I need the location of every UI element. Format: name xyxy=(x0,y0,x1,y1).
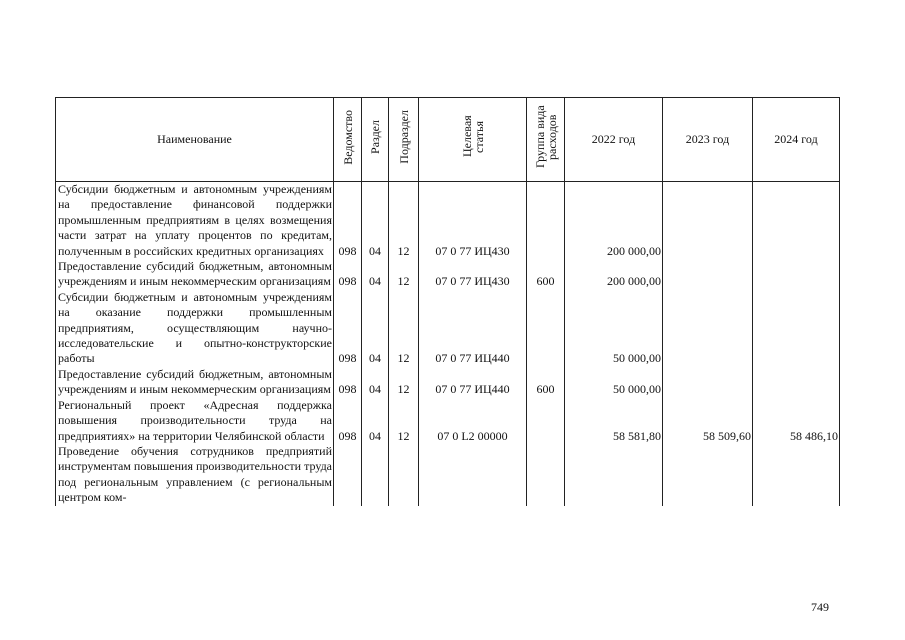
header-subsection: Подраздел xyxy=(389,98,419,182)
row-expense-group: 600 xyxy=(527,367,565,398)
row-section: 04 xyxy=(362,367,389,398)
row-section: 04 xyxy=(362,398,389,444)
row-name: Субсидии бюджетным и автономным учреждениям на предоставление финансовой поддержки промышленным предприятиям в целях возмещения части затрат на уплату процентов по кредитам, полученным в российских кредитных организациях xyxy=(56,182,334,260)
row-department xyxy=(334,444,362,506)
header-target-article: Целевая статья xyxy=(419,98,527,182)
row-year-2022: 50 000,00 xyxy=(565,290,663,367)
row-name: Предоставление субсидий бюджетным, автономным учреждениям и иным некоммерческим организациям xyxy=(56,367,334,398)
row-target-article: 07 0 L2 00000 xyxy=(419,398,527,444)
row-name: Субсидии бюджетным и автономным учреждениям на оказание поддержки промышленным предприятиям, осуществляющим научно-исследовательские и опытно-конструкторские работы xyxy=(56,290,334,367)
row-section: 04 xyxy=(362,290,389,367)
row-subsection: 12 xyxy=(389,290,419,367)
header-department: Ведомство xyxy=(334,98,362,182)
row-year-2024 xyxy=(753,367,840,398)
row-year-2022: 200 000,00 xyxy=(565,259,663,290)
row-year-2024 xyxy=(753,444,840,506)
row-name: Региональный проект «Адресная поддержка повышения производительности труда на предприятиях» на территории Челябинской области xyxy=(56,398,334,444)
row-year-2022: 58 581,80 xyxy=(565,398,663,444)
row-year-2023 xyxy=(663,259,753,290)
table-row xyxy=(56,398,840,444)
row-target-article xyxy=(419,444,527,506)
row-year-2022: 200 000,00 xyxy=(565,182,663,260)
row-subsection: 12 xyxy=(389,367,419,398)
row-expense-group xyxy=(527,182,565,260)
header-year-2024: 2024 год xyxy=(753,98,840,182)
table-row xyxy=(56,367,840,398)
row-year-2024 xyxy=(753,259,840,290)
row-department: 098 xyxy=(334,182,362,260)
row-expense-group xyxy=(527,290,565,367)
budget-table xyxy=(55,97,840,506)
row-target-article: 07 0 77 ИЦ430 xyxy=(419,182,527,260)
row-year-2023 xyxy=(663,444,753,506)
row-target-article: 07 0 77 ИЦ440 xyxy=(419,367,527,398)
row-section: 04 xyxy=(362,259,389,290)
row-target-article: 07 0 77 ИЦ430 xyxy=(419,259,527,290)
row-year-2022: 50 000,00 xyxy=(565,367,663,398)
row-department: 098 xyxy=(334,367,362,398)
row-section: 04 xyxy=(362,182,389,260)
header-year-2023: 2023 год xyxy=(663,98,753,182)
row-year-2023: 58 509,60 xyxy=(663,398,753,444)
header-expense-group: Группа вида расходов xyxy=(527,98,565,182)
header-row xyxy=(56,98,840,182)
row-section xyxy=(362,444,389,506)
header-year-2022: 2022 год xyxy=(565,98,663,182)
table-row xyxy=(56,182,840,260)
row-year-2023 xyxy=(663,290,753,367)
row-subsection: 12 xyxy=(389,398,419,444)
row-name: Проведение обучения сотрудников предприятий инструментам повышения производительности труда под региональным управлением (с региональным центром ком- xyxy=(56,444,334,506)
row-target-article: 07 0 77 ИЦ440 xyxy=(419,290,527,367)
row-year-2024 xyxy=(753,182,840,260)
row-department: 098 xyxy=(334,259,362,290)
row-year-2024 xyxy=(753,290,840,367)
row-year-2023 xyxy=(663,182,753,260)
row-department: 098 xyxy=(334,398,362,444)
row-year-2022 xyxy=(565,444,663,506)
header-name: Наименование xyxy=(56,98,334,182)
table-row xyxy=(56,259,840,290)
row-subsection: 12 xyxy=(389,259,419,290)
row-department: 098 xyxy=(334,290,362,367)
row-subsection: 12 xyxy=(389,182,419,260)
page-number: 749 xyxy=(811,600,829,614)
row-year-2024: 58 486,10 xyxy=(753,398,840,444)
table-row xyxy=(56,444,840,506)
row-subsection xyxy=(389,444,419,506)
row-year-2023 xyxy=(663,367,753,398)
row-name: Предоставление субсидий бюджетным, автономным учреждениям и иным некоммерческим организациям xyxy=(56,259,334,290)
row-expense-group: 600 xyxy=(527,259,565,290)
row-expense-group xyxy=(527,398,565,444)
header-section: Раздел xyxy=(362,98,389,182)
row-expense-group xyxy=(527,444,565,506)
table-row xyxy=(56,290,840,367)
